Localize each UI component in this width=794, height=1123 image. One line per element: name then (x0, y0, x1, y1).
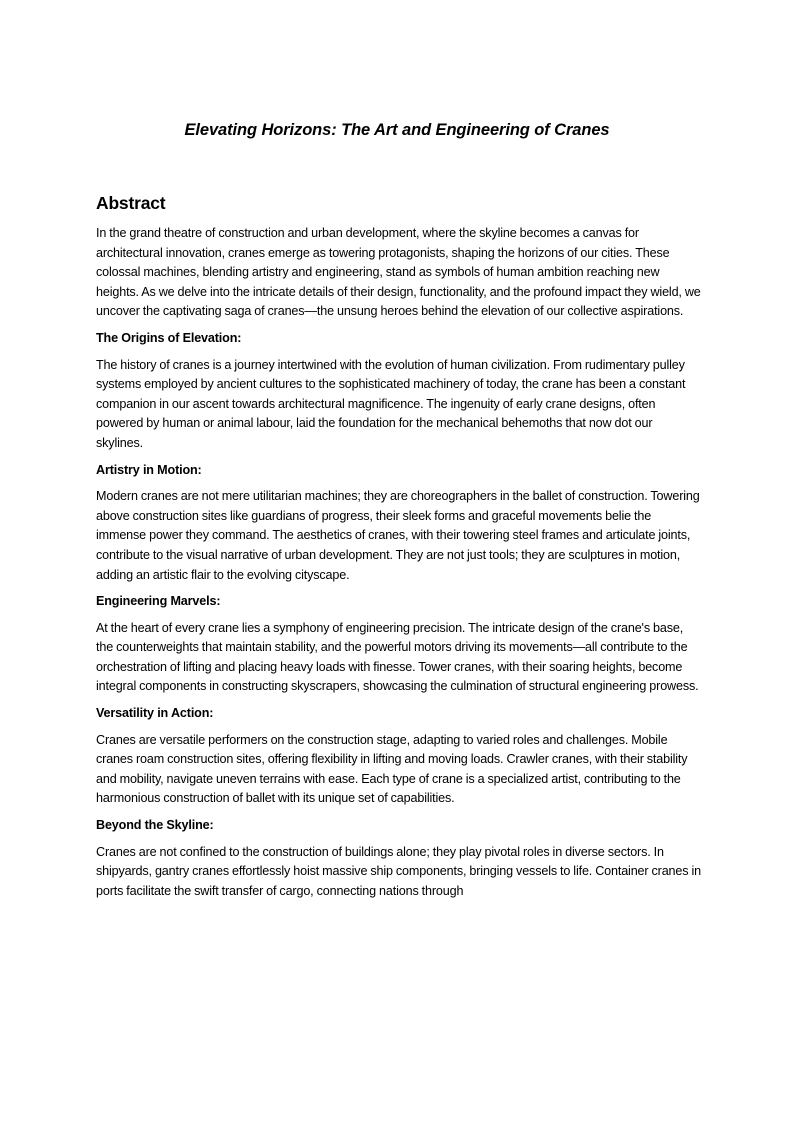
section-heading-origins: The Origins of Elevation: (96, 330, 242, 345)
abstract-heading: Abstract (96, 193, 166, 213)
section-heading-artistry: Artistry in Motion: (96, 462, 202, 477)
section-heading-skyline: Beyond the Skyline: (96, 818, 214, 833)
abstract-paragraph: In the grand theatre of construction and urban development, where the skyline becomes a canvas for architectural innovation, cranes emerge as towering protagonists, shaping the horizons of our cities. These colossal machines, blending artistry and engineering, stand as symbols of human ambition reaching new heights. As we delve into the intricate details of their design, functionality, and the profound impact they wield, we uncover the captivating saga of cranes—the unsung heroes behind the elevation of our collective aspirations. (96, 226, 701, 319)
section-paragraph-origins: The history of cranes is a journey intertwined with the evolution of human civilization. From rudimentary pulley systems employed by ancient cultures to the sophisticated machinery of today, the crane has been a constant companion in our ascent towards architectural magnificence. The ingenuity of early crane designs, often powered by human or animal labour, laid the foundation for the mechanical behemoths that now dot our skylines. (96, 357, 686, 450)
section-paragraph-artistry: Modern cranes are not mere utilitarian machines; they are choreographers in the ballet of construction. Towering above construction sites like guardians of progress, their sleek forms and graceful movements belie the immense power they command. The aesthetics of cranes, with their towering steel frames and articulate joints, contribute to the visual narrative of urban development. They are not just tools; they are sculptures in motion, adding an artistic flair to the evolving cityscape. (96, 489, 700, 582)
section-paragraph-engineering: At the heart of every crane lies a symphony of engineering precision. The intricate design of the crane's base, the counterweights that maintain stability, and the powerful motors driving its movements—all contribute to the orchestration of lifting and placing heavy loads with finesse. Tower cranes, with their soaring heights, become integral components in constructing skyscrapers, showcasing the culmination of structural engineering prowess. (96, 620, 699, 694)
document-body (96, 191, 702, 908)
section-paragraph-versatility: Cranes are versatile performers on the construction stage, adapting to varied roles and challenges. Mobile cranes roam construction sites, offering flexibility in lifting and moving loads. Crawler cranes, with their stability and mobility, navigate uneven terrains with ease. Each type of crane is a specialized artist, contributing to the harmonious construction of ballet with its unique set of capabilities. (96, 732, 688, 806)
document-title: Elevating Horizons: The Art and Engineering of Cranes (184, 121, 610, 139)
section-heading-engineering: Engineering Marvels: (96, 594, 221, 609)
section-paragraph-skyline: Cranes are not confined to the construction of buildings alone; they play pivotal roles in diverse sectors. In shipyards, gantry cranes effortlessly hoist massive ship components, bringing vessels to life. Container cranes in ports facilitate the swift transfer of cargo, connecting nations through (96, 844, 701, 898)
section-heading-versatility: Versatility in Action: (96, 706, 214, 721)
